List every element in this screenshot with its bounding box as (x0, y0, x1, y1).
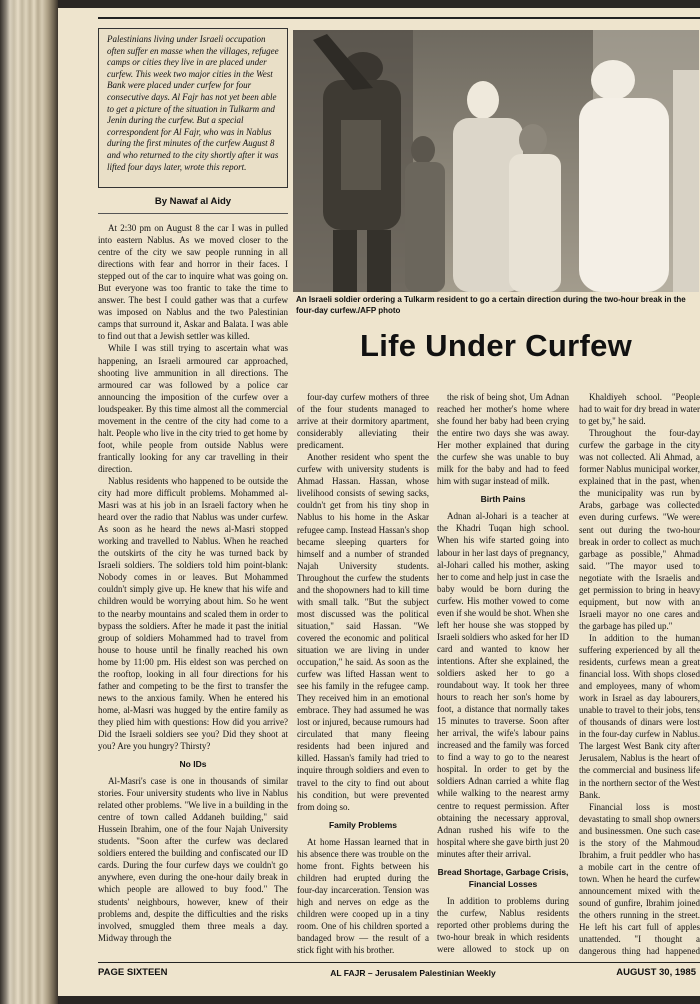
column-2 (297, 391, 429, 957)
headline: Life Under Curfew (359, 328, 633, 363)
footer-rule (98, 962, 700, 963)
paragraph: Another resident who spent the curfew with university students is Ahmad Hassan. Hassan, whose livelihood consists of sewing sacks, couldn't get from his tiny shop in Nablus to his home in the Askar refugee camp. Instead Hassan's shop became sleeping quarters for himself and a number of stranded Najah University students. Throughout the curfew the students and the shopowners had to kill time with small talk. "But the subject most discussed was the political situation," said Hassan. "We covered the economic and political situation we are living in under occupation," he said. As soon as the curfew was lifted Hassan went to see his family in the refugee camp. They received him in an emotional embrace. They had assumed he was lost or injured, because rumours had circulated that many fleeing residents had been injured and killed. Hassan's family had tried to inquire through soldiers and even to travel to the city to find out about his condition, but were prevented from doing so. (297, 452, 429, 812)
paragraph: Khaldiyeh school. "People had to wait for dry bread in water to get by," he said. (579, 392, 700, 427)
photo-caption: An Israeli soldier ordering a Tulkarm resident to go a certain direction during the two-hour break in the four-day curfew./AFP photo (296, 295, 686, 315)
subheading: Bread Shortage, Garbage Crisis, Financial Losses (437, 866, 569, 889)
paragraph: Nablus residents who happened to be outside the city had more difficult problems. Mohammed al-Masri was at his job in an Israeli factory when he heard over the radio that Nablus was under curfew. As soon as he heard the news al-Masri stopped working and travelled to Nablus. When he reached the outskirts of the city he was turned back by Israeli soldiers. The soldiers told him point-blank: Nobody comes in or leaves. But Mohammed couldn't simply give up. He knew that his wife and children would be worrying about him. So he went to the nearby mountains and scaled them in order to bypass the soldiers. After he made it past the initial group of soldiers Mohammed had to travel from house to house until he finally reached his own home by 11:00 pm. His eldest son was perched on the rooftop, looking in all four directions for his father and competing to be the first to transfer the news to the anxious family. When he entered his home, al-Masri was hugged by the entire family as they plied him with questions: How did you arrive? Did the Israeli soldiers see you? Did they shoot at you? Are you hungry? Thirsty? (98, 475, 288, 752)
column-4 (579, 391, 700, 957)
paragraph: Al-Masri's case is one in thousands of similar stories. Four university students who live in Nablus related other problems. "We live in a building in the centre of town called Addaneh building," said Hussein Ibrahim, one of the four Najah University students. "Soon after the curfew was declared soldiers entered the building and confiscated our ID cards. During the four curfew days we couldn't go anywhere, even during the one-hour daily break in which people are allowed to buy food." The students' neighbours, however, knew of their problems and, despite the difficulties and the risks involved, smuggled them three meals a day. Midway through the (98, 776, 288, 943)
paragraph: At 2:30 pm on August 8 the car I was in pulled into eastern Nablus. As we moved closer to the centre of the city we saw people running in all directions with fear and horror in their faces. I stepped out of the car to inquire what was going on. But everyone was too frantic to take the time to answer. The best I could gather was that a curfew was imposed on Nablus and the two Palestinian camps that surround it, Askar and Balata. I was able to find out that a Jewish settler was killed. (98, 223, 288, 342)
book-binding-edge (0, 0, 58, 1004)
column-1 (98, 222, 288, 957)
paragraph: At home Hassan learned that in his absence there was trouble on the home front. Fights between his children had erupted during the four-day incarceration. Tension was high and nerves on edge as the children were cooped up in a tiny room. One of his children sported a bandaged brow — the result of a stick fight with his brother. (297, 836, 429, 956)
top-rule (98, 17, 700, 19)
paragraph: Financial loss is most devastating to small shop owners and businessmen. One such case is the story of the Mahmoud Ibrahim, a fruit peddler who has a mobile cart in the centre of town. When he heard the curfew announcement mixed with the sound of gunfire, Ibrahim joined the others running in the street. He left his cart full of apples unattended. "I thought a dangerous thing had happened (579, 801, 700, 957)
photo-image (293, 30, 699, 292)
paragraph: In addition to the human suffering experienced by all the residents, curfews mean a great financial loss. With shops closed and employees, many of whom work in Israel as day labourers, unable to travel to their jobs, tens of thousands of dinars were lost in the four-day curfew in Nablus. The largest West Bank city after Jerusalem, Nablus is the heart of the commercial and business life in the northern sector of the West Bank. (579, 632, 700, 800)
paragraph: four-day curfew mothers of three of the four students managed to arrive at their dormitory apartment, considerably alleviating their predicament. (297, 392, 429, 451)
intro-text: Palestinians living under Israeli occupation often suffer en masse when the villages, refugee camps or cities they live in are placed under curfew. This week two major cities in the West Bank were placed under curfew for four consecutive days. Al Fajr has not yet been able to get a picture of the situation in Tulkarm and Jenin during the curfew. But a special correspondent for Al Fajr, who was in Nablus during the first minutes of the curfew August 8 and who returned to the city shortly after it was lifted four days later, wrote this report. (107, 34, 279, 172)
subheading: No IDs (179, 759, 207, 770)
paragraph: the risk of being shot, Um Adnan reached her mother's home where she found her baby had been crying the entire two days she was away. Her mother explained that during the curfew she was unable to buy milk for the baby and had to feed him with sugar instead of milk. (437, 392, 569, 487)
paragraph: Adnan al-Johari is a teacher at the Khadri Tuqan high school. When his wife started going into labour in her last days of pregnancy, al-Johari called his mother, asking her to come and help just in case the baby would be born during the curfew. His mother vowed to come even if she would be shot. When she left her house she was stopped by Israeli soldiers who asked for her ID card and wanted to know her intentions. After she explained, the soldiers asked her to go a roundabout way. It took her three hours to reach her son's home by foot, a distance that normally takes 15 minutes to traverse. Soon after her arrival, the wife's labour pains increased and the family was forced to find a way to go to the nearest hospital. In order to get by the soldiers Adnan carried a white flag while walking to the nearest army centre to request permission. After obtaining the necessary approval, Adnan rushed his wife to the hospital where she gave birth just 20 minutes after their arrival. (437, 511, 569, 859)
paragraph: Throughout the four-day curfew the garbage in the city was not collected. Ali Ahmad, a former Nablus municipal worker, explained that in the past, when the municipality was run by Arabs, garbage was collected even during curfews. "We were sent out during the two-hour break in order to collect as much garbage as possible," Ahmad said. "The mayor used to negotiate with the Israelis and get permission to bring in heavy equipment, but now with an Israeli mayor no one cares and the garbage has piled up." (579, 428, 700, 631)
paragraph: In addition to problems during the curfew, Nablus residents reported other problems during the two-hour break in which residents were allowed to stock up on (437, 895, 569, 954)
column-3 (437, 391, 569, 957)
issue-date: AUGUST 30, 1985 (616, 967, 696, 978)
paragraph: While I was still trying to ascertain what was happening, an Israeli armoured car approached, shooting live ammunition in all directions. The armoured car was followed by a police car announcing the imposition of the curfew over a loudspeaker. By this time almost all the commercial movement in the centre of the city had come to a halt. People who live in the city tried to get home by foot, while people from outside Nablus were frantically looking for any car travelling in their direction. (98, 343, 288, 474)
publication-name: AL FAJR – Jerusalem Palestinian Weekly (330, 968, 496, 978)
newspaper-page (58, 8, 700, 996)
byline-rule (98, 213, 288, 214)
subheading: Birth Pains (480, 494, 526, 505)
page-number: PAGE SIXTEEN (98, 967, 168, 978)
intro-box (98, 28, 288, 188)
news-photo (293, 30, 699, 292)
paragraph (297, 956, 429, 957)
subheading: Family Problems (328, 819, 398, 830)
byline: By Nawaf al Aidy (154, 196, 232, 207)
